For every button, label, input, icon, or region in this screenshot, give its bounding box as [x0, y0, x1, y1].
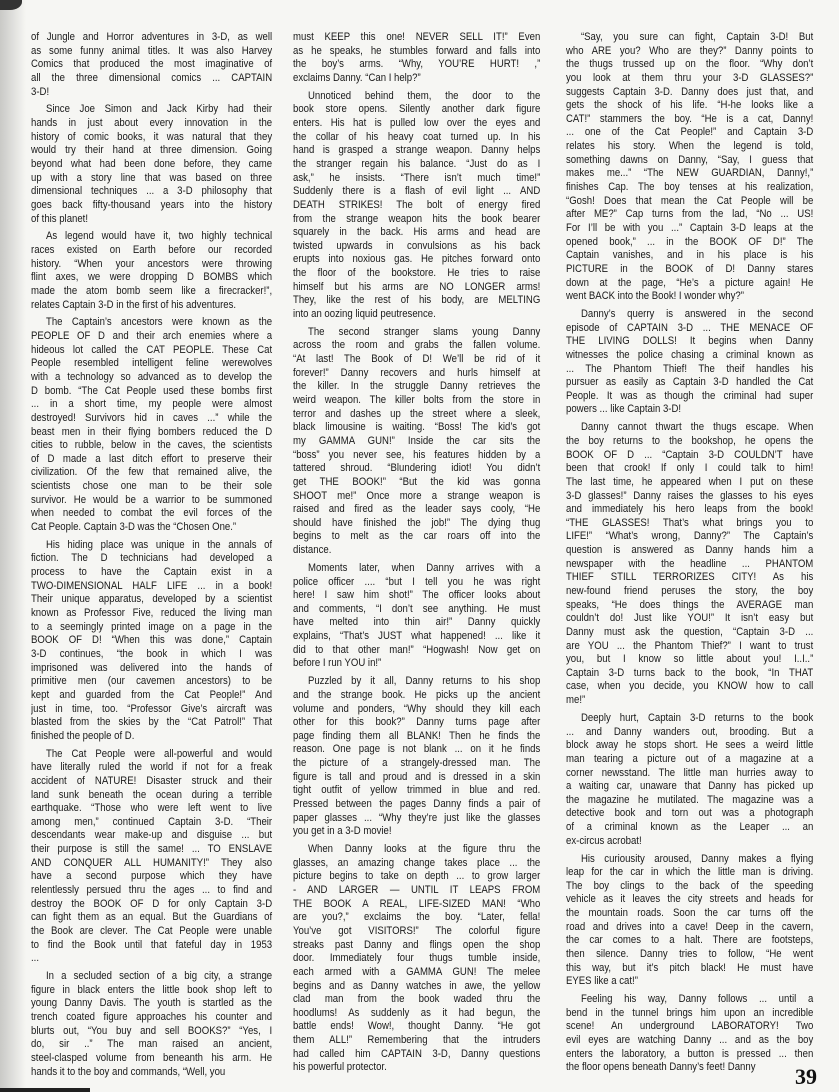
text-line: terror and dashes up the street where a sleek,: [293, 407, 541, 420]
text-line: steel-clasped volume from beneanth his arm. He: [31, 1051, 273, 1064]
text-line: glasses, an amazing change takes place ... the: [293, 856, 541, 869]
text-line: Pressed between the pages Danny finds a pair of: [293, 797, 541, 810]
text-line: ...: [31, 952, 39, 965]
text-line: THE BOOK A REAL, LIFE-SIZED MAN! “Who: [293, 897, 541, 910]
text-line: The Captain’s ancestors were known as the: [45, 316, 273, 329]
text-line: paper glasses ... “Why they’re just like the glasses: [293, 811, 541, 824]
text-line: volume and ponders, “Why should they kill each: [293, 702, 541, 715]
text-line: would try their hand at three dimension. Going: [31, 144, 273, 157]
text-line: as he speaks, he stumbles forward and falls into: [293, 44, 541, 57]
text-line: the killer. In the struggle Danny retrieves the: [293, 380, 541, 393]
text-line: Captain 3-D turns back to the book, “In THAT: [566, 666, 814, 679]
paragraph: [566, 31, 813, 304]
text-line: 3-D glasses!” Danny raises the glasses to his eyes: [566, 489, 814, 502]
text-line: SHOOT me!” Once more a strange weapon is: [293, 489, 541, 502]
text-line: when needed to combat the evil forces of the: [31, 507, 273, 520]
text-line: history. “When your ancestors were throwing: [31, 257, 273, 270]
text-line: and immediately his hero leaps from the book!: [566, 503, 814, 516]
text-line: battle ends! Wow!, thought Danny. “He got: [293, 1020, 541, 1033]
text-line: ... one of the Cat People!” and Captain 3-D: [566, 126, 814, 139]
text-line: PEOPLE OF D and their arch enemies where a: [31, 330, 273, 343]
text-line: beyond what had been done before, they came: [31, 157, 273, 170]
text-line: black limousine is waiting. “Boss! The kid’s got: [293, 421, 541, 434]
text-line: Moments later, when Danny arrives with a: [307, 561, 541, 574]
text-line: you look at them thru your 3-D GLASSES?”: [566, 71, 814, 84]
text-line: corner newsstand. The little man hurries away to: [566, 766, 814, 779]
paragraph: [31, 230, 272, 312]
text-line: door. Immediately four thugs tumble inside,: [293, 952, 541, 965]
text-line: “THE GLASSES! That’s what brings you to: [566, 516, 814, 529]
text-line: explains, “That’s JUST what happened! ... like it: [293, 630, 541, 643]
text-line: of D made a last ditch effort to preserve their: [31, 452, 273, 465]
text-line: ... The Phantom Thief! The theif handles his: [566, 362, 814, 375]
text-line: Danny’s querry is answered in the second: [580, 308, 814, 320]
text-line: the boy’s arms. “Why, YOU’RE HURT! ,”: [293, 58, 541, 71]
text-line: do, sir ..” The man raised an ancient,: [31, 1038, 273, 1051]
paragraph: [31, 316, 272, 534]
text-line: the floor of the bookstore. He tries to raise: [293, 267, 541, 280]
text-line: question is answered as Danny hands him a: [566, 544, 814, 557]
text-line: did to that other man!” “Hogwash! Now get on: [293, 643, 541, 656]
text-line: the collar of his heavy coat turned up. In his: [293, 130, 541, 143]
text-line: earthquake. “Those who were left went to live: [31, 802, 273, 815]
text-line: BOOK OF D ... “Captain 3-D COULDN’T have: [566, 448, 814, 461]
text-line: picture begins to take on depth ... to grow larger: [293, 870, 541, 883]
text-line: The last time, he appeared when I put on these: [566, 475, 814, 488]
text-line: vehicle as it leaves the city streets and heads for: [566, 893, 814, 906]
text-line: hand is grasped a strange weapon. Danny helps: [293, 144, 541, 157]
text-line: page finding them all BLANK! Then he finds the: [293, 729, 541, 742]
text-line: LIFE!” “What’s wrong, Danny?” The Captain’s: [566, 530, 814, 543]
text-line: down at the page, “He’s a picture again! He: [566, 276, 814, 289]
text-line: forever!” Danny recovers and hurls himself at: [293, 366, 541, 379]
text-line: had called him CAPTAIN 3-D, Danny questions: [293, 1047, 541, 1060]
text-line: other for this book?” Danny turns page after: [293, 716, 541, 729]
text-line: gets the shock of his life. “H-he looks like a: [566, 99, 814, 112]
text-line: the car comes to a halt. There are footsteps,: [566, 934, 814, 947]
text-line: scene! An underground LABORATORY! Two: [566, 1020, 814, 1033]
text-line: The second stranger slams young Danny: [307, 325, 541, 338]
paragraph: [566, 308, 813, 417]
text-line: a waiting car, unaware that Danny has picked up: [566, 780, 814, 793]
text-line: himself but his arms are NO LONGER arms!: [293, 280, 541, 293]
text-line: “At last! The Book of D! We’ll be rid of it: [293, 353, 541, 366]
text-line: TWO-DIMENSIONAL HALF LIFE ... in a book!: [31, 579, 273, 592]
text-line: accident of NATURE! Disaster struck and their: [31, 774, 273, 787]
text-line: into an oozing liquid peutresence.: [293, 308, 436, 320]
text-line: hideous lot called the CAT PEOPLE. These Cat: [31, 343, 273, 356]
text-line: primitive men (our cavemen ancestors) to be: [31, 675, 273, 688]
text-line: been that crook! If only I could talk to him!: [566, 462, 814, 475]
text-line: the stranger regain his balance. “Just do as I: [293, 157, 541, 170]
text-column-3: [566, 31, 813, 1079]
text-line: book store opens. Silently another dark figure: [293, 103, 541, 116]
text-line: civilization. Of the few that remained alive, the: [31, 466, 273, 479]
text-line: are YOU ... the Phantom Thief?” I want to trust: [566, 639, 814, 652]
text-line: People resembled intelligent feline werewolves: [31, 357, 273, 370]
paragraph: [566, 712, 813, 848]
text-line: you get in a 3-D movie!: [293, 825, 392, 838]
text-line: finished the people of D.: [31, 729, 135, 742]
text-line: process to have the Captain exist in a: [31, 566, 273, 579]
text-line: to a seemingly printed image on a page in the: [31, 620, 273, 633]
text-line: erupts into noxious gas. He pitches forward onto: [293, 253, 541, 266]
paragraph: [293, 31, 540, 86]
text-line: THE LIVING DOLLS! It begins when Danny: [566, 335, 814, 348]
text-line: Feeling his way, Danny follows ... until a: [580, 993, 814, 1006]
paragraph: [293, 843, 540, 1075]
text-line: the picture of a strangely-dressed man. The: [293, 757, 541, 770]
text-line: of this planet!: [31, 212, 89, 225]
text-line: squarely in the back. His arms and head are: [293, 226, 541, 239]
text-line: streaks past Danny and flings open the shop: [293, 938, 541, 951]
text-line: raised and fired as the leader says cooly, “He: [293, 503, 541, 516]
text-line: the magazine he mutilated. The magazine was a: [566, 793, 814, 806]
text-line: tight outfit of yellow trimmed in blue and red.: [293, 784, 541, 797]
text-line: flint axes, we were dropping D BOMBS which: [31, 271, 273, 284]
text-line: enters the laboratory, a button is pressed ... then: [566, 1047, 814, 1060]
text-line: destroy the BOOK OF D for only Captain 3-D: [31, 897, 273, 910]
text-line: land sunk beneath the ocean during a terrible: [31, 788, 273, 801]
page-binding-shadow: [0, 0, 26, 1092]
text-line: distance.: [293, 544, 332, 557]
text-line: You’ve got VISITORS!” The colorful figure: [293, 924, 541, 937]
text-line: among men,” continued Captain 3-D. “Their: [31, 815, 273, 828]
text-line: me!”: [566, 694, 586, 707]
text-line: hoodlums! As suddenly as it had begun, the: [293, 1006, 541, 1019]
text-line: reason. One page is not blank ... on it he finds: [293, 743, 541, 756]
text-line: went BACK into the Book! I wonder why?”: [566, 290, 744, 303]
text-line: scientists chose one man to be their sole: [31, 480, 273, 493]
text-line: here! I saw him shot!” The officer looks about: [293, 589, 541, 602]
text-line: hands it to the boy and commands, “Well, you: [31, 1065, 226, 1078]
text-line: 3-D continues, “the book in which I was: [31, 647, 273, 660]
text-line: enters. His hat is pulled low over the eyes and: [293, 117, 541, 130]
text-line: after ME?” Cap turns from the lad, “No ... US!: [566, 208, 814, 221]
text-line: couldn’t do! Just like YOU!” It isn’t easy but: [566, 612, 814, 625]
text-line: my GAMMA GUN!” Inside the car sits the: [293, 434, 541, 447]
text-line: The boy clings to the back of the speeding: [566, 879, 814, 892]
text-line: relentlessly persued thru the ages ... to find and: [31, 884, 273, 897]
text-line: detective book and torn out was a photograph: [566, 807, 814, 820]
text-line: EYES like a cat!”: [566, 975, 638, 988]
text-line: all the three dimensional comics ... CAPTAIN: [31, 71, 273, 84]
text-line: made the atom bomb seem like a firecracker!”,: [31, 284, 273, 297]
text-line: episode of CAPTAIN 3-D ... THE MENACE OF: [566, 321, 814, 334]
text-line: and comments, “I don’t see anything. He must: [293, 602, 541, 615]
text-line: makes me...” “The NEW GUARDIAN, Danny!,”: [566, 167, 814, 180]
paragraph: [566, 421, 813, 707]
text-line: dimensional techniques ... a 3-D philosophy that: [31, 185, 273, 198]
text-line: across the room and grabs the fallen volume.: [293, 339, 541, 352]
text-line: with a technology so advanced as to develop the: [31, 370, 273, 383]
text-line: People. It was as though the criminal had super: [566, 389, 814, 402]
text-line: evil eyes are watching Danny ... and as the boy: [566, 1034, 814, 1047]
paragraph: [566, 993, 813, 1075]
text-line: as some funny animal titles. It was also Harvey: [31, 44, 273, 57]
text-line: ex-circus acrobat!: [566, 834, 642, 847]
text-line: this way, but it’s pitch black! He must have: [566, 961, 814, 974]
text-line: AND CONQUER ALL HUMANITY!” They also: [31, 856, 273, 869]
text-line: In a secluded section of a big city, a strange: [45, 970, 273, 983]
text-line: figure in black enters the little book shop left to: [31, 983, 273, 996]
text-line: the mountain roads. Soon the car turns off the: [566, 907, 814, 920]
paragraph: [293, 326, 540, 558]
paragraph: [293, 562, 540, 671]
text-line: then silence. Danny tries to follow, “He went: [566, 948, 814, 961]
text-line: opened book,” ... in the BOOK OF D!” The: [566, 235, 814, 248]
text-line: fiction. The D technicians had developed a: [31, 552, 273, 565]
paragraph: [31, 748, 272, 966]
text-column-2: [293, 31, 540, 1079]
text-line: are you?,” exclaims the boy. “Later, fella!: [293, 911, 541, 924]
text-line: must KEEP this one! NEVER SELL IT!” Even: [293, 31, 541, 43]
text-line: to find the Book until that fateful day in 1953: [31, 938, 273, 951]
text-line: The Cat People were all-powerful and would: [45, 747, 273, 760]
text-line: Suddenly there is a flash of evil light ... AND: [293, 185, 541, 198]
text-line: blurts out, “You buy and sell BOOKS?” “Yes, I: [31, 1024, 273, 1037]
text-line: ask,” he insists. “There isn’t much time!”: [293, 171, 541, 184]
text-line: his powerful protector.: [293, 1061, 387, 1074]
text-line: Deeply hurt, Captain 3-D returns to the book: [580, 711, 814, 724]
text-line: suggests Captain 3-D. Danny does just that, and: [566, 85, 814, 98]
paragraph: [293, 675, 540, 839]
text-line: survivor. He would be a warrior to be summoned: [31, 493, 273, 506]
text-line: ... and Danny wanders out, brooding. But a: [566, 725, 814, 738]
text-line: the floor opens beneath Danny’s feet! Danny: [566, 1061, 756, 1074]
text-line: witnesses the police chasing a criminal known as: [566, 348, 814, 361]
text-line: something dawns on Danny, “Say, I guess that: [566, 153, 814, 166]
text-line: of a criminal known as the Leaper ... an: [566, 821, 814, 834]
text-line: block away he stops short. He sees a weird little: [566, 739, 814, 752]
text-line: For I’ll be with you ...” Captain 3-D leaps at the: [566, 221, 814, 234]
text-line: get THE BOOK!” “But the kid was gonna: [293, 475, 541, 488]
text-line: goes back fifty-thousand years into the history: [31, 198, 273, 211]
text-line: begins to melt as the car roars off into the: [293, 530, 541, 543]
text-line: trench coated figure approaches his counter and: [31, 1010, 273, 1023]
text-line: - AND LARGER — UNTIL IT LEAPS FROM: [293, 884, 541, 897]
text-line: weird weapon. The killer bolts from the store in: [293, 394, 541, 407]
text-line: Puzzled by it all, Danny returns to his shop: [307, 675, 541, 688]
scan-edge: [0, 1088, 90, 1092]
text-line: “Gosh! Does that mean the Cat People will be: [566, 194, 814, 207]
text-line: leap for the car in which the little man is driving.: [566, 866, 814, 879]
text-line: D bomb. “The Cat People used these bombs first: [31, 384, 273, 397]
text-line: PICTURE in the BOOK of D! Danny stares: [566, 262, 814, 275]
text-line: relates Captain 3-D in the first of his adventures.: [31, 298, 237, 311]
text-line: who ARE you? Who are they?” Danny points to: [566, 44, 814, 57]
text-line: “boss” you never see, his features hidden by a: [293, 448, 541, 461]
paragraph: [293, 90, 540, 322]
text-line: the thugs trussed up on the floor. “Why don’t: [566, 58, 814, 71]
text-line: man tearing a picture out of a magazine at a: [566, 752, 814, 765]
text-line: Their unique apparatus, developed by a scientist: [31, 593, 273, 606]
text-line: Comics that produced the most imaginative of: [31, 58, 273, 71]
text-line: known as Professor Five, reduced the living man: [31, 607, 273, 620]
text-line: should have finished the job!” The dying thug: [293, 516, 541, 529]
text-line: from the strange weapon hits the book bearer: [293, 212, 541, 225]
text-line: figure is tall and proud and is dressed in a skin: [293, 770, 541, 783]
text-line: THIEF STILL TERRORIZES CITY! As his: [566, 571, 814, 584]
text-line: Unnoticed behind them, the door to the: [307, 89, 541, 102]
text-line: kept and guarded from the Cat People!” And: [31, 688, 273, 701]
text-line: blasted from the skies by the “Cat Patrol!” That: [31, 716, 273, 729]
text-line: begins and as Danny watches in awe, the yellow: [293, 979, 541, 992]
paragraph: [31, 31, 272, 99]
paragraph: [31, 970, 272, 1079]
text-line: the boy returns to the bookshop, he opens the: [566, 434, 814, 447]
text-line: case, when you decide, you KNOW how to call: [566, 680, 814, 693]
paragraph: [31, 103, 272, 226]
paragraph: [31, 539, 272, 744]
text-line: young Danny Davis. The youth is startled as the: [31, 997, 273, 1010]
text-line: each armed with a GAMMA GUN! The melee: [293, 965, 541, 978]
text-line: beast men in their flying bombers reduced the D: [31, 425, 273, 438]
text-column-1: [31, 31, 272, 1083]
text-line: before I run YOU in!”: [293, 657, 382, 670]
text-line: imprisoned was delivered into the hands of: [31, 661, 273, 674]
text-line: clad man from the book waded thru the: [293, 993, 541, 1006]
text-line: have literally ruled the world if not for a freak: [31, 761, 273, 774]
text-line: newspaper with the headline ... PHANTOM: [566, 557, 814, 570]
text-line: just in time, too. “Professor Give’s aircraft was: [31, 702, 273, 715]
text-line: When Danny looks at the figure thru the: [307, 843, 541, 856]
text-line: Danny must ask the question, “Captain 3-D ...: [566, 625, 814, 638]
text-line: new-found friend peruses the story, the boy: [566, 585, 814, 597]
text-line: destroyed! Survivors hid in caves ...” while the: [31, 411, 273, 424]
text-line: them ALL!” Remembering that the intruders: [293, 1034, 541, 1047]
text-line: twisted upwards in convulsions as his back: [293, 239, 541, 252]
text-line: Since Joe Simon and Jack Kirby had their: [45, 103, 273, 116]
text-line: races existed on Earth before our recorded: [31, 243, 273, 256]
text-line: of Jungle and Horror adventures in 3-D, as well: [31, 31, 273, 43]
text-line: you, but I know so little about you! I..I..”: [566, 653, 814, 666]
text-line: history of comic books, it was natural that they: [31, 130, 273, 143]
text-line: His hiding place was unique in the annals of: [45, 538, 273, 551]
text-line: have melted into thin air!” Danny quickly: [293, 616, 541, 629]
text-line: CAT!” stammers the boy. “He is a cat, Danny!: [566, 112, 814, 125]
page-number: 39: [795, 1064, 817, 1089]
text-line: His curiousity aroused, Danny makes a flying: [580, 852, 814, 865]
text-line: DEATH STRIKES! The bolt of energy fired: [293, 198, 541, 211]
text-line: road and drives into a cave! Deep in the cavern,: [566, 920, 814, 933]
text-line: bend in the tunnel brings him upon an incredible: [566, 1006, 814, 1019]
text-line: finishes Cap. The boy tenses at his realization,: [566, 181, 814, 194]
text-line: As legend would have it, two highly technical: [45, 230, 273, 243]
text-line: They, like the rest of his body, are MELTING: [293, 294, 541, 307]
text-line: pursuer as easily as Captain 3-D handled the Cat: [566, 376, 814, 389]
text-line: ... in a short time, my people were almost: [31, 398, 273, 411]
text-line: tattered shroud. “Blundering idiot! You didn’t: [293, 462, 541, 475]
text-line: speaks, “He does things the AVERAGE man: [566, 598, 814, 611]
text-line: have a second purpose which they have: [31, 870, 273, 883]
text-line: the Book are clever. The Cat People were unable: [31, 924, 273, 937]
text-line: 3-D!: [31, 85, 50, 98]
text-line: BOOK OF D! “When this was done,” Captain: [31, 634, 273, 647]
text-line: exclaims Danny. “Can I help?”: [293, 71, 421, 84]
text-line: can fight them as an equal. But the Guardians of: [31, 911, 273, 924]
text-line: their purpose is still the same! ... TO ENSLAVE: [31, 843, 273, 856]
text-line: “Say, you sure can fight, Captain 3-D! But: [580, 31, 814, 43]
text-line: powers ... like Captain 3-D!: [566, 403, 682, 416]
text-line: descendants wear make-up and disguise ... but: [31, 829, 273, 842]
text-line: up with a story line that was based on three: [31, 171, 273, 184]
text-line: Captain vanishes, and in his place is his: [566, 249, 814, 262]
text-line: Cat People. Captain 3-D was the “Chosen One.”: [31, 520, 237, 533]
text-line: cities to rubble, below in the caves, the scientists: [31, 439, 273, 452]
text-line: police officer .... “but I tell you he was right: [293, 575, 541, 588]
text-line: Danny cannot thwart the thugs escape. When: [580, 421, 814, 434]
paragraph: [566, 853, 813, 989]
text-line: and the strange book. He picks up the ancient: [293, 688, 541, 701]
text-line: hands in just about every innovation in the: [31, 117, 273, 130]
text-line: relates his story. When the legend is told,: [566, 140, 814, 153]
